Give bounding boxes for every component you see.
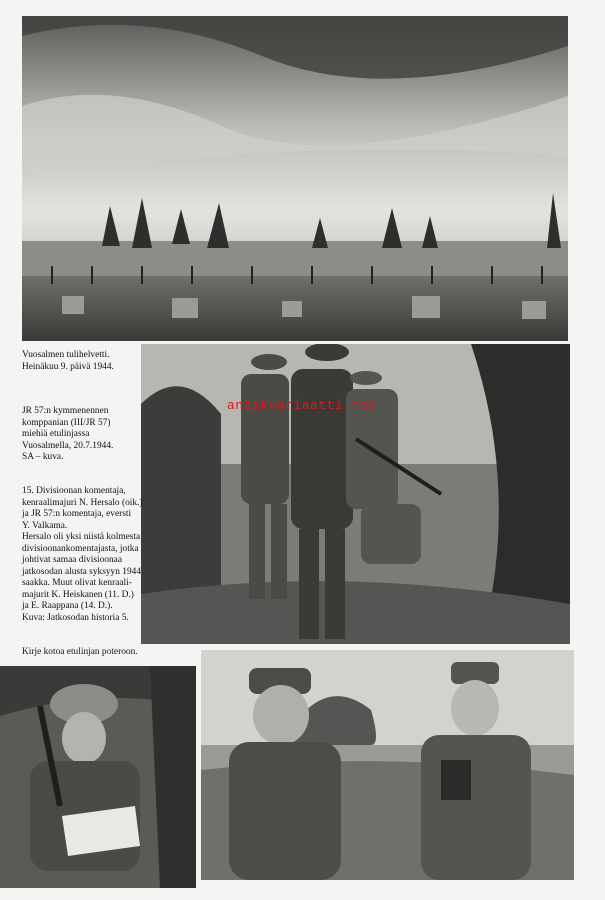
fire-caption-title: Vuosalmen tulihelvetti. <box>22 350 110 360</box>
letter-caption: Kirje kotoa etulinjan poteroon. <box>22 647 138 657</box>
officers-photo <box>201 650 574 880</box>
division-commander-caption: 15. Divisioonan komentaja, kenraalimajuri N. Hersalo (oik.) ja JR 57:n komentaja, eversti Y. Valkama. Hersalo oli yksi niistä kolmesta divisioonankomentajasta, jotka johtivat samaa divisioonaa jatkosodan alusta syksyyn 1944 saakka. Muut olivat kenraali- majurit K. Heiskanen (11. D.) ja E. Raappana (14. D.). Kuva: Jatkosodan historia 5. <box>22 486 143 623</box>
watermark-text: antikvariaatti.net <box>227 398 377 413</box>
soldiers-frontline-photo <box>141 344 570 644</box>
company-caption: JR 57:n kymmenennen komppanian (III/JR 57) miehiä etulinjassa Vuosalmella, 20.7.1944. SA – kuva. <box>22 406 114 462</box>
soldier-reading-letter-photo <box>0 666 196 888</box>
fire-caption-date: Heinäkuu 9. päivä 1944. <box>22 362 114 372</box>
battlefield-smoke-photo <box>22 16 568 341</box>
